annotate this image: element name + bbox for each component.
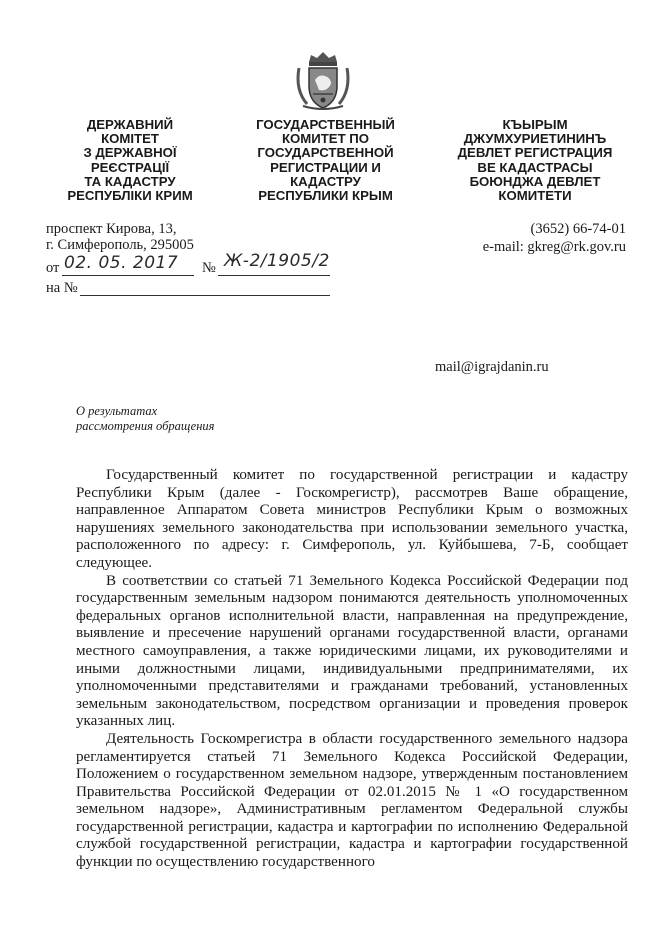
org-crh-line: ДЖУМХУРИЕТИНИНЪ (463, 131, 607, 147)
org-ua-line: ТА КАДАСТРУ (84, 173, 176, 189)
date-underline (62, 275, 194, 276)
letter-body (76, 467, 628, 872)
email-address: e-mail: gkreg@rk.gov.ru (482, 239, 626, 255)
org-ru-line: ГОСУДАРСТВЕННОЙ (257, 145, 394, 161)
body-paragraph: Государственный комитет по государственной регистрации и кадастру Республики Крым (далее - Госкомрегистр), рассмотрев Ваше обращение, направленное Аппаратом Совета министров Республики Крым о возможных нарушениях земельного законодательства при использовании земельного участка, расположенного по адресу: г. Симферополь, ул. Куйбышева, 7-Б, сообщает следующее. (76, 467, 628, 571)
address-city: г. Симферополь, 295005 (46, 237, 194, 253)
phone-number: (3652) 66-74-01 (530, 221, 626, 237)
org-ua-line: РЕСПУБЛІКИ КРИМ (67, 188, 193, 204)
number-underline (218, 275, 330, 276)
reply-underline (80, 295, 330, 296)
recipient-email: mail@igrajdanin.ru (435, 359, 549, 375)
org-ru-line: КАДАСТРУ (290, 173, 361, 189)
org-ua-line: РЕЄСТРАЦІЇ (90, 159, 170, 175)
org-ru-line: ГОСУДАРСТВЕННЫЙ (256, 117, 395, 132)
handwritten-number: Ж-2/1905/2 (224, 251, 330, 271)
org-ua-line: З ДЕРЖАВНОЇ (83, 145, 177, 161)
org-ua-line: КОМІТЕТ (101, 131, 159, 147)
subject-line: рассмотрения обращения (76, 419, 215, 433)
org-crh-line: БОЮНДЖА ДЕВЛЕТ (469, 173, 601, 189)
org-ru-line: РЕГИСТРАЦИИ И (270, 159, 381, 175)
org-name-ukrainian (40, 118, 220, 203)
org-name-russian (238, 118, 413, 203)
date-prefix: от (46, 260, 60, 276)
org-crh-line: КОМИТЕТИ (498, 188, 572, 204)
body-paragraph: В соответствии со статьей 71 Земельного Кодекса Российской Федерации под государственным земельным надзором понимаются деятельность уполномоченных федеральных органов исполнительной власти, направленная на предупреждение, выявление и пресечение нарушений органами государственной власти, органами местного самоуправления, а также юридическими лицами, их руководителями и иными должностными лицами, индивидуальными предпринимателями, их уполномоченными представителями и гражданами требований, установленных земельным законодательством, посредством организации и проведения проверок указанных лиц. (76, 572, 628, 730)
subject-line: О результатах (76, 404, 158, 418)
org-crh-line: ВЕ КАДАСТРАСЫ (477, 159, 593, 175)
org-crh-line: ДЕВЛЕТ РЕГИСТРАЦИЯ (457, 145, 613, 161)
crimea-coat-of-arms-icon (293, 50, 353, 112)
address-street: проспект Кирова, 13, (46, 221, 177, 237)
org-crh-line: КЪЫРЫМ (502, 117, 568, 132)
body-paragraph: Деятельность Госкомрегистра в области государственного земельного надзора регламентируется статьей 71 Земельного Кодекса Российской Федерации, Положением о государственном земельном надзоре, утвержденным постановлением Правительства Российской Федерации от 02.01.2015 № 1 «О государственном земельном надзоре», Административным регламентом Федеральной службы государственной регистрации, кадастра и картографии по исполнению Федеральной службой государственной регистрации, кадастра и картографии государственной функции по осуществлению государственного (76, 730, 628, 871)
org-ru-line: КОМИТЕТ ПО (281, 131, 370, 147)
org-ua-line: ДЕРЖАВНИЙ (86, 117, 174, 132)
handwritten-date: 02. 05. 2017 (64, 253, 179, 273)
letter-subject (76, 404, 214, 434)
number-prefix: № (202, 260, 216, 276)
org-name-crimean-tatar (440, 118, 630, 203)
org-ru-line: РЕСПУБЛИКИ КРЫМ (258, 188, 393, 204)
reply-to-prefix: на № (46, 280, 78, 296)
